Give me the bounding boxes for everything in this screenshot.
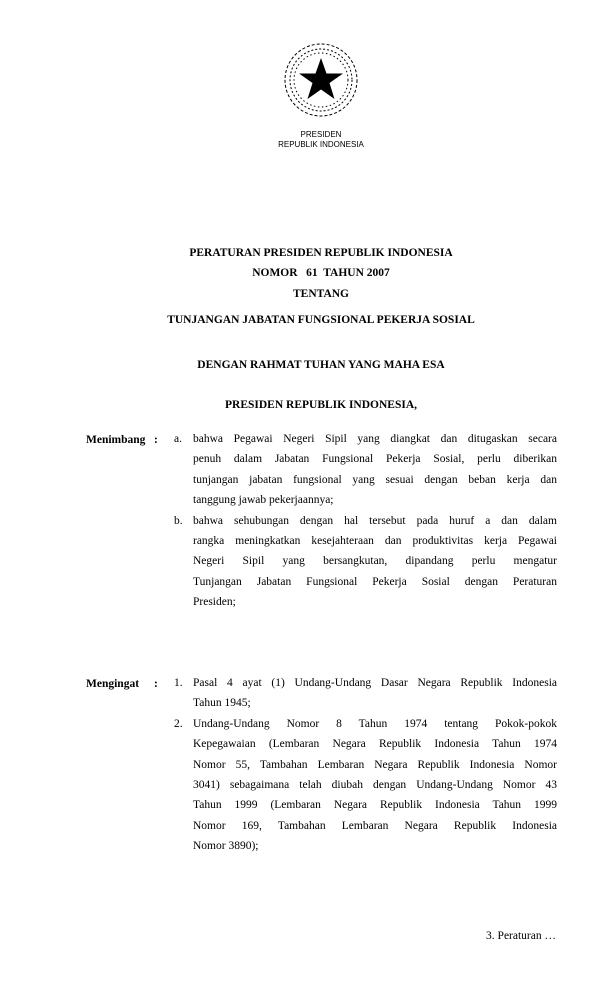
preamble-president: PRESIDEN REPUBLIK INDONESIA, — [224, 399, 418, 411]
item-marker: a. — [174, 433, 182, 445]
item-text-line: penuh dalam Jabatan Fungsional Pekerja Sosial, perlu diberikan — [193, 453, 557, 466]
mengingat-colon: : — [154, 678, 158, 690]
item-text-line: Negeri Sipil yang bersangkutan, dipandang perlu mengatur — [193, 555, 557, 568]
item-marker: 1. — [174, 677, 183, 689]
item-text-line: Nomor 169, Tambahan Lembaran Negara Republik Indonesia — [193, 819, 557, 832]
mengingat-item — [174, 673, 557, 714]
regulation-subject: TUNJANGAN JABATAN FUNGSIONAL PEKERJA SOSIAL — [167, 314, 475, 326]
regulation-title: PERATURAN PRESIDEN REPUBLIK INDONESIA — [189, 247, 453, 259]
regulation-number: NOMOR 61 TAHUN 2007 — [252, 267, 390, 279]
item-text-line: Nomor 55, Tambahan Lembaran Negara Republik Indonesia Nomor — [193, 758, 557, 771]
item-text-line: Tahun 1999 (Lembaran Negara Republik Indonesia Tahun 1999 — [193, 799, 557, 812]
menimbang-label: Menimbang — [86, 434, 146, 446]
item-marker: 2. — [174, 717, 183, 730]
mengingat-label: Mengingat — [86, 678, 140, 690]
item-text-line: Pasal 4 ayat (1) Undang-Undang Dasar Negara Republik Indonesia — [193, 677, 557, 689]
mengingat-item — [174, 714, 557, 857]
item-text-line: bahwa Pegawai Negeri Sipil yang diangkat dan ditugaskan secara — [193, 433, 557, 445]
item-text-line: tunjangan jabatan fungsional yang sesuai dengan beban kerja dan — [193, 473, 557, 486]
regulation-about: TENTANG — [292, 288, 350, 300]
item-text-line: bahwa sehubungan dengan hal tersebut pada huruf a dan dalam — [193, 514, 557, 527]
item-text-line: rangka meningkatkan kesejahteraan dan produktivitas kerja Pegawai — [193, 534, 557, 547]
item-marker: b. — [174, 514, 183, 527]
menimbang-item — [174, 511, 557, 613]
preamble-grace: DENGAN RAHMAT TUHAN YANG MAHA ESA — [197, 359, 445, 371]
header-president: PRESIDEN — [300, 130, 342, 139]
menimbang-item — [174, 429, 557, 511]
item-text-line: tanggung jawab pekerjaannya; — [193, 494, 334, 507]
item-text-line: Tunjangan Jabatan Fungsional Pekerja Sosial dengan Peraturan — [193, 575, 557, 588]
menimbang-colon: : — [154, 434, 158, 446]
item-text-line: Tahun 1945; — [193, 697, 251, 710]
header-republic: REPUBLIK INDONESIA — [278, 140, 364, 149]
item-text-line: Nomor 3890); — [193, 840, 259, 853]
item-text-line: 3041) sebagaimana telah diubah dengan Undang-Undang Nomor 43 — [193, 778, 557, 791]
garuda-star-emblem-icon — [281, 40, 361, 120]
page-continuation: 3. Peraturan … — [486, 930, 556, 942]
item-text-line: Undang-Undang Nomor 8 Tahun 1974 tentang Pokok-pokok — [193, 717, 557, 730]
item-text-line: Presiden; — [193, 596, 236, 609]
item-text-line: Kepegawaian (Lembaran Negara Republik Indonesia Tahun 1974 — [193, 738, 557, 751]
